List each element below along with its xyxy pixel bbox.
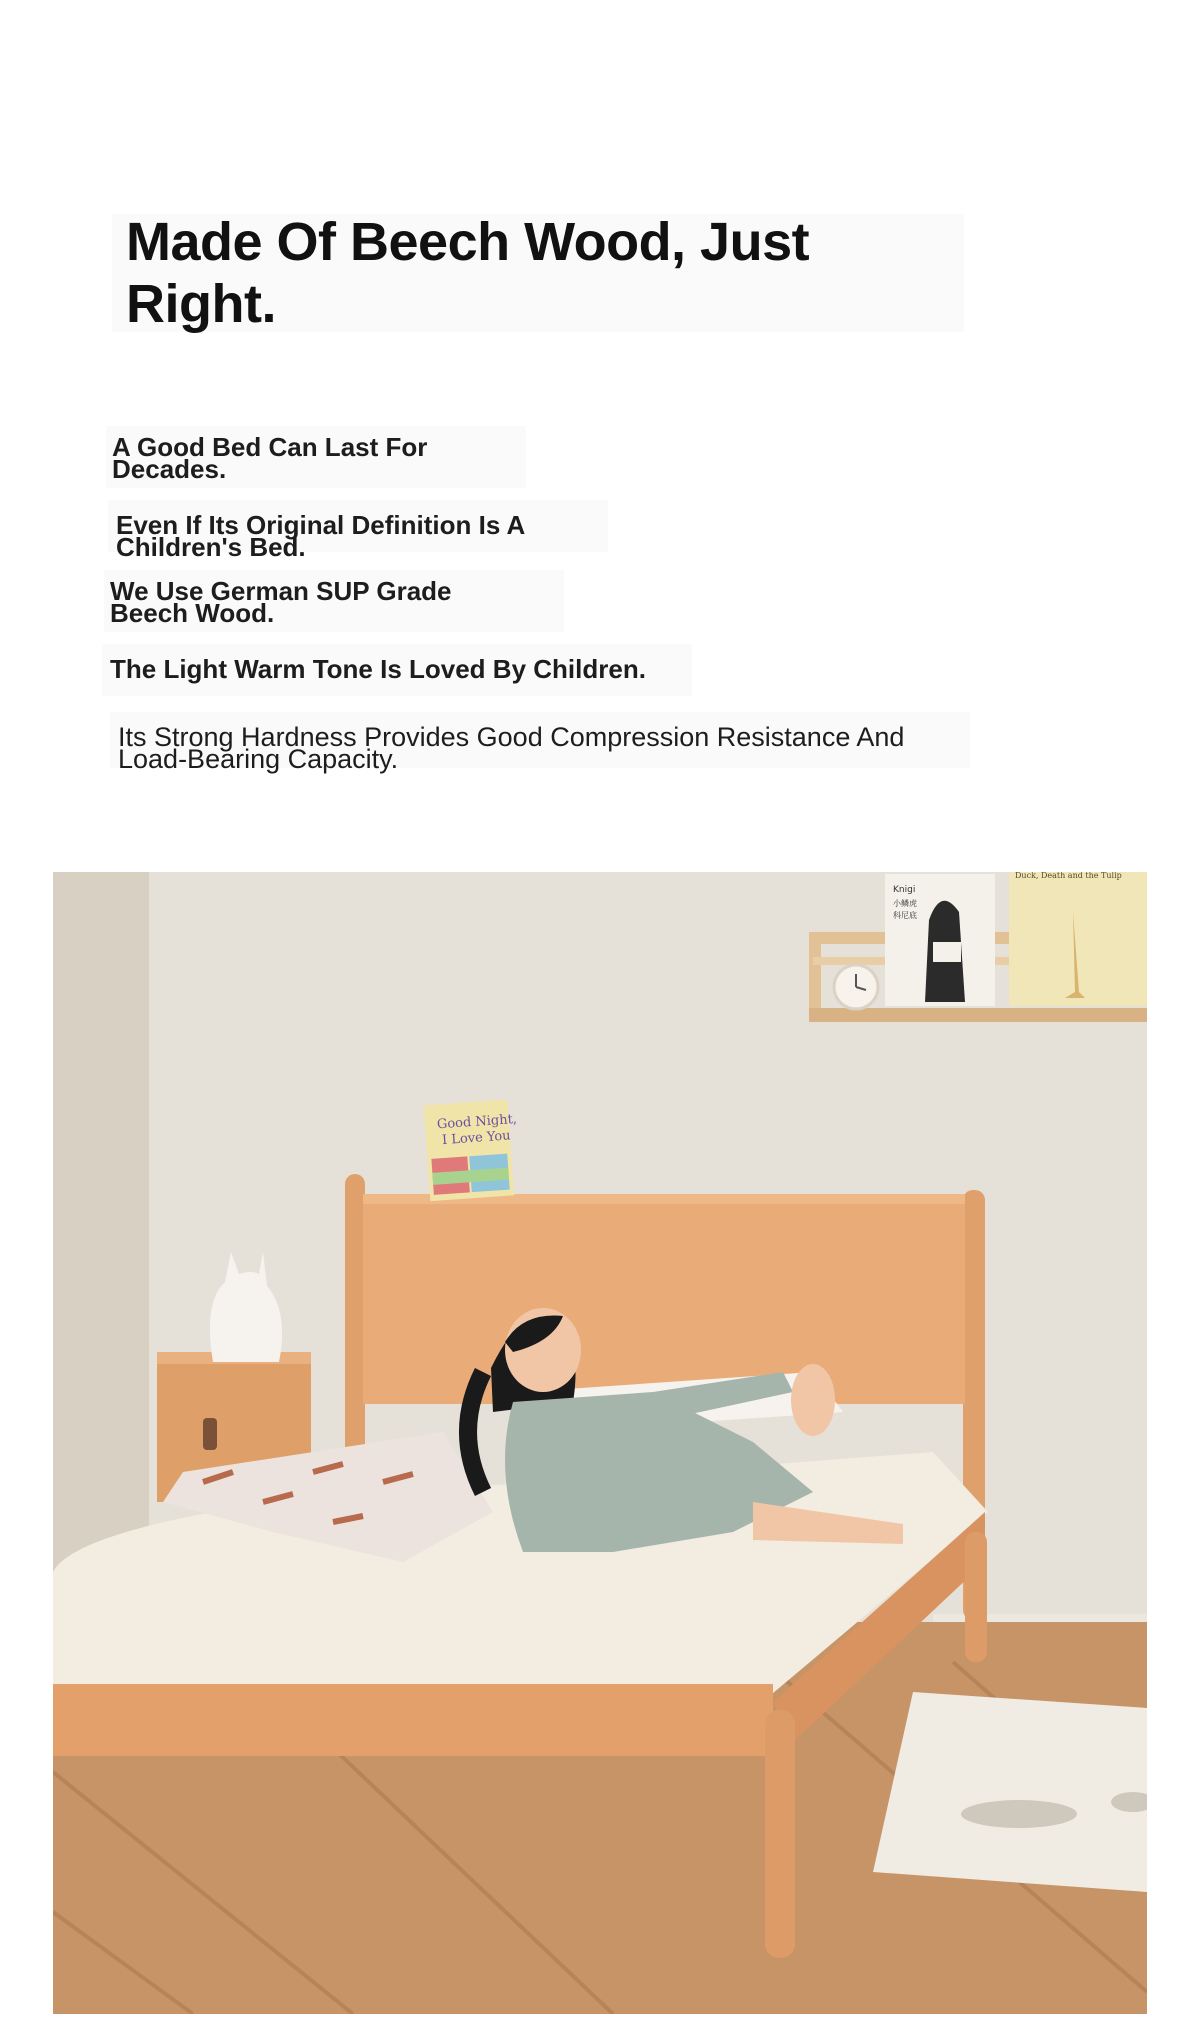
shelf-book-right-title: Duck, Death and the Tulip [1015,872,1122,880]
shelf-book-left-line: 科尼底 [893,911,917,920]
bed-leg-back [965,1532,987,1662]
copy-block-1 [106,426,526,488]
copy-block-4 [102,644,692,696]
shelf-book-left-line: 小鳞虎 [893,899,917,908]
copy-block-5 [110,712,970,774]
shelf-book-left [885,874,995,1006]
headboard-book-title: Good Night, [436,1111,518,1133]
slipper [961,1800,1077,1828]
copy-block-3 [104,570,564,632]
page-title: Made Of Beech Wood, Just Right. [126,212,810,334]
headboard-book-title: I Love You [441,1128,512,1149]
bed-photo [53,872,1147,2014]
copy-line: Decades. [112,454,227,484]
wall-left [53,872,149,1572]
shelf-book-left-title: Knigi [893,885,916,895]
copy-line: The Light Warm Tone Is Loved By Children. [110,654,646,684]
headboard-book [424,1099,523,1201]
copy-line: Beech Wood. [110,598,275,628]
copy-block-2 [108,500,608,562]
rug [873,1692,1147,1892]
shelf-book-right [1009,872,1147,1006]
copy-line: Even If Its Original Definition Is A Children's Bed. [116,510,525,562]
bed-rail-front [53,1684,773,1756]
copy-line: Its Strong Hardness Provides Good Compression Resistance And Load-Bearing Capacity. [118,722,905,774]
headboard [363,1194,965,1404]
headline-block [112,214,964,332]
copy-line: A Good Bed Can Last For [112,432,428,462]
bed-leg-front [765,1710,795,1958]
copy-line: We Use German SUP Grade [110,576,452,606]
